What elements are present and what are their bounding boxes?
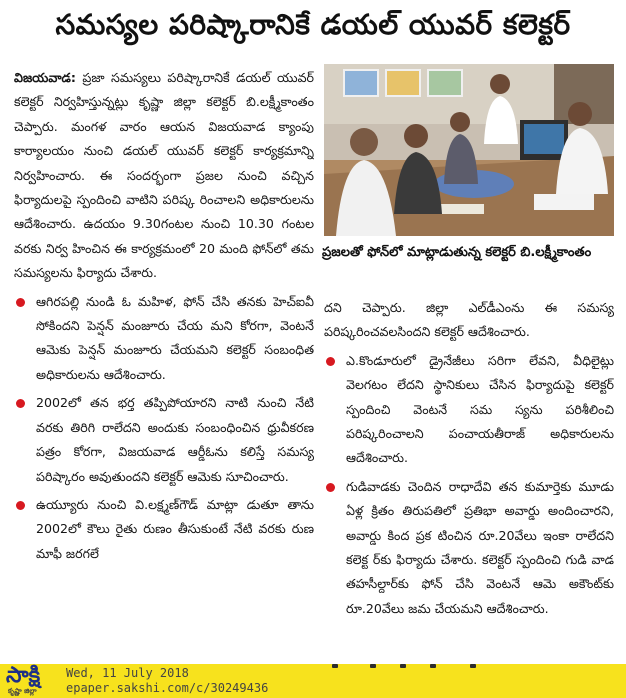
bullet-icon <box>16 298 25 307</box>
footer-bar <box>0 664 626 698</box>
headline: సమస్యల పరిష్కారానికే డయల్ యువర్ కలెక్టర్ <box>55 8 571 41</box>
bullet-text: ఆగిరపల్లి నుండి ఓ మహిళ, ఫోన్ చేసి తనకు హెచ్ఐవీ సోకిందని పెన్షన్ మంజూరు చేయ మని కోరగా, వెంటనే ఆమెకు పెన్షన్ మంజూరు చేయమని కలెక్టర్ సంబంధిత అధికారులను ఆదేశించారు. <box>36 293 314 382</box>
dateline: విజయవాడ: <box>14 70 76 85</box>
bullet-icon <box>16 399 25 408</box>
bullet-item <box>14 493 314 566</box>
bullet-icon <box>326 483 335 492</box>
news-photo <box>324 64 614 236</box>
page-edge-marks <box>330 664 510 670</box>
bullet-icon <box>16 501 25 510</box>
bullet-text: ఉయ్యూరు నుంచి వి.లక్ష్మణ్‌గౌడ్ మాట్లా డుతూ తాను 2002లో కౌలు రైతు రుణం తీసుకుంటే నేటి వరకు రుణ మాఫీ జరగలే <box>36 496 314 561</box>
logo-edition: కృష్ణా జిల్లా <box>8 687 37 695</box>
article-left-column <box>14 66 314 664</box>
bullet-text: గుడివాడకు చెందిన రాధాదేవి తన కుమార్తెకు మూడు ఏళ్ల క్రితం తిరుపతిలో ప్రతిభా అవార్డు అందించారని, అవార్డు కింద ప్రక టించిన రూ.20వేలు ఇంకా రాలేదని కలెక్ట ర్‌కు ఫిర్యాదు చేశారు. కలెక్టర్ స్పందించి గుడి వాడ తహసీల్దార్‌కు ఫోన్ చేసి వెంటనే ఆమె అకౌంట్‌కు రూ.20వేలు జమ చేయమని ఆదేశించారు. <box>346 478 614 616</box>
bullet-text: 2002లో తన భర్త తప్పిపోయారని నాటి నుంచి నేటి వరకు తిరిగి రాలేదని అందుకు సంబంధించిన ధ్రువీకరణ పత్రం కోరగా, విజయవాడ ఆర్డీఓను కలిస్తే సమస్య పరిష్కారం అవుతుందని కలెక్టర్ ఆమెకు సూచించారు. <box>36 395 314 484</box>
logo-text: సాక్షి <box>6 663 41 688</box>
bullet-item <box>324 475 614 621</box>
edition-date: Wed, 11 July 2018 <box>66 666 189 680</box>
bullet-icon <box>326 357 335 366</box>
continuation-paragraph: దని చెప్పారు. జిల్లా ఎల్‌డీఎంను ఈ సమస్య పరిష్కరించవలసిందని కలెక్టర్ ఆదేశించారు. <box>324 300 614 340</box>
bullet-text: ఎ.కొండూరులో డ్రైనేజీలు సరిగా లేవని, వీధిలైట్లు వెలగటం లేదని స్థానికులు చేసిన ఫిర్యాదుపై కలెక్టర్ స్పందించి వెంటనే సమ స్యను పరిశీలించి పరిష్కరించాలని పంచాయతీరాజ్ అధికారులను ఆదేశించారు. <box>346 352 614 466</box>
lead-paragraph <box>14 66 314 286</box>
office-scene-illustration <box>324 64 614 236</box>
bullet-item <box>324 349 614 471</box>
sakshi-logo <box>6 663 58 696</box>
bullet-item <box>14 290 314 388</box>
article-right-column <box>324 296 614 662</box>
photo-caption: ప్రజలతో ఫోన్‌లో మాట్లాడుతున్న కలెక్టర్ బి.లక్ష్మీకాంతం <box>322 245 592 260</box>
bullet-item <box>14 391 314 489</box>
lead-text: ప్రజా సమస్యలు పరిష్కారానికే డయల్ యువర్ కలెక్టర్ నిర్వహిస్తున్నట్లు కృష్ణా జిల్లా కలెక్టర్ బి.లక్ష్మీకాంతం చెప్పారు. మంగళ వారం ఆయన విజయవాడ క్యాంపు కార్యాలయం నుంచి డయల్ యువర్ కలెక్టర్ కార్యక్రమాన్ని నిర్వహించారు. ఈ సందర్భంగా ప్రజల నుంచి వచ్చిన ఫిర్యాదులపై స్పందించి వాటిని పరిష్క రించాలని అధికారులను ఆదేశించారు. ఉదయం 9.30గంటల నుంచి 10.30 గంటల వరకు నిర్వ హించిన ఈ కార్యక్రమంలో 20 మంది ఫోన్‌లో తమ సమస్యలను ఫిర్యాదు చేశారు. <box>14 70 314 281</box>
epaper-link[interactable]: epaper.sakshi.com/c/30249436 <box>66 681 269 695</box>
